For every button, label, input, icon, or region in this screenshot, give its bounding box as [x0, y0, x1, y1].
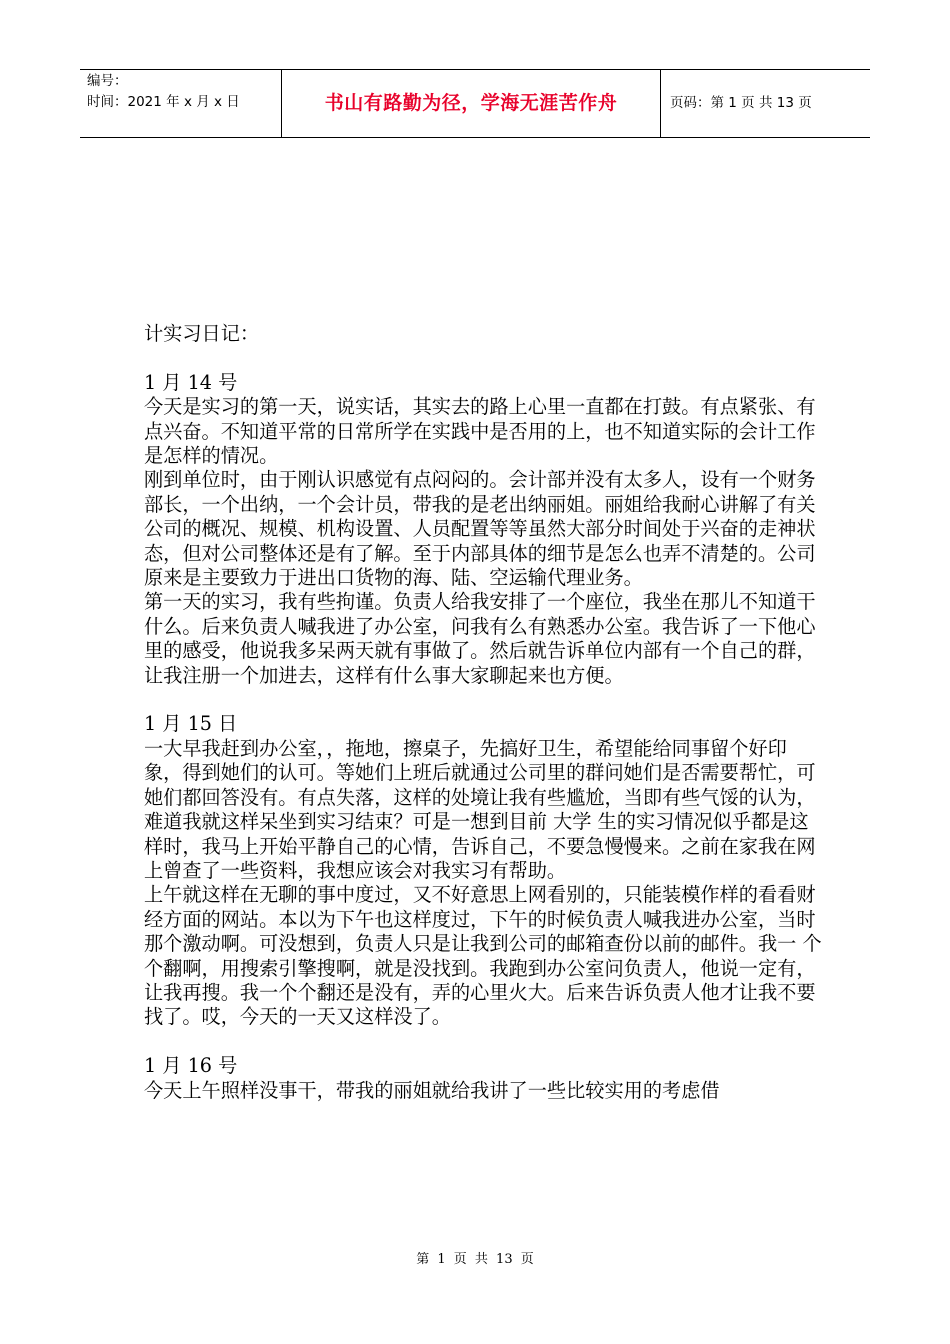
date-label: 时间：2021 年 x 月 x 日 [87, 94, 240, 110]
motto: 书山有路勤为径，学海无涯苦作舟 [324, 92, 618, 114]
entry-date: 1 月 14 号 [144, 370, 238, 394]
code-label: 编号： [87, 73, 128, 89]
entry-date: 1 月 15 日 [144, 712, 238, 736]
paragraph: 上午就这样在无聊的事中度过，又不好意思上网看别的，只能装模作样的看看财经方面的网站。本以为下午也这样度过，下午的时候负责人喊我进办公室，当时那个激动啊。可没想到，负责人只是让我到公司的邮箱查份以前的邮件。我一 个个翻啊，用搜索引擎搜啊，就是没找到。我跑到办公室问负责人，他说一定有，让我再搜。我一个个翻还是没有，弄的心里火大。后来告诉负责人他才让我不要找了。哎，今天的一天又这样没了。 [144, 883, 822, 1029]
document-header [80, 69, 870, 138]
spacer [144, 688, 824, 712]
paragraph: 刚到单位时，由于刚认识感觉有点闷闷的。会计部并没有太多人，设有一个财务部长，一个出纳，一个会计员，带我的是老出纳丽姐。丽姐给我耐心讲解了有关公司的概况、规模、机构设置、人员配置等等虽然大部分时间处于兴奋的走神状态，但对公司整体还是有了解。至于内部具体的细节是怎么也弄不清楚的。公司原来是主要致力于进出口货物的海、陆、空运输代理业务。 [144, 468, 816, 590]
page-footer: 第 1 页 共 13 页 [416, 1252, 534, 1267]
entry-date: 1 月 16 号 [144, 1054, 238, 1078]
paragraph: 今天是实习的第一天，说实话，其实去的路上心里一直都在打鼓。有点紧张、有点兴奋。不知道平常的日常所学在实践中是否用的上，也不知道实际的会计工作是怎样的情况。 [144, 395, 816, 468]
paragraph: 今天上午照样没事干，带我的丽姐就给我讲了一些比较实用的考虑借 [144, 1078, 720, 1102]
header-motto-cell [282, 70, 661, 138]
spacer [144, 1030, 824, 1054]
document-body [144, 322, 824, 1103]
paragraph: 一大早我赶到办公室，，拖地，擦桌子，先搞好卫生，希望能给同事留个好印象，得到她们的认可。等她们上班后就通过公司里的群问她们是否需要帮忙，可她们都回答没有。有点失落，这样的处境让我有些尴尬，当即有些气馁的认为，难道我就这样呆坐到实习结束？可是一想到目前 大学 生的实习情况似乎都是这样时，我马上开始平静自己的心情，告诉自己，不要急慢慢来。之前在家我在网上曾查了一些资料，我想应该会对我实习有帮助。 [144, 736, 816, 882]
header-meta-cell [80, 70, 282, 138]
paragraph: 第一天的实习，我有些拘谨。负责人给我安排了一个座位，我坐在那儿不知道干什么。后来负责人喊我进了办公室，问我有么有熟悉办公室。我告诉了一下他心里的感受，他说我多呆两天就有事做了。然后就告诉单位内部有一个自己的群，让我注册一个加进去，这样有什么事大家聊起来也方便。 [144, 590, 816, 687]
spacer [144, 346, 824, 370]
document-title: 计实习日记： [144, 322, 260, 345]
page-label: 页码：第 1 页 共 13 页 [670, 95, 812, 111]
header-page-cell [661, 70, 871, 138]
